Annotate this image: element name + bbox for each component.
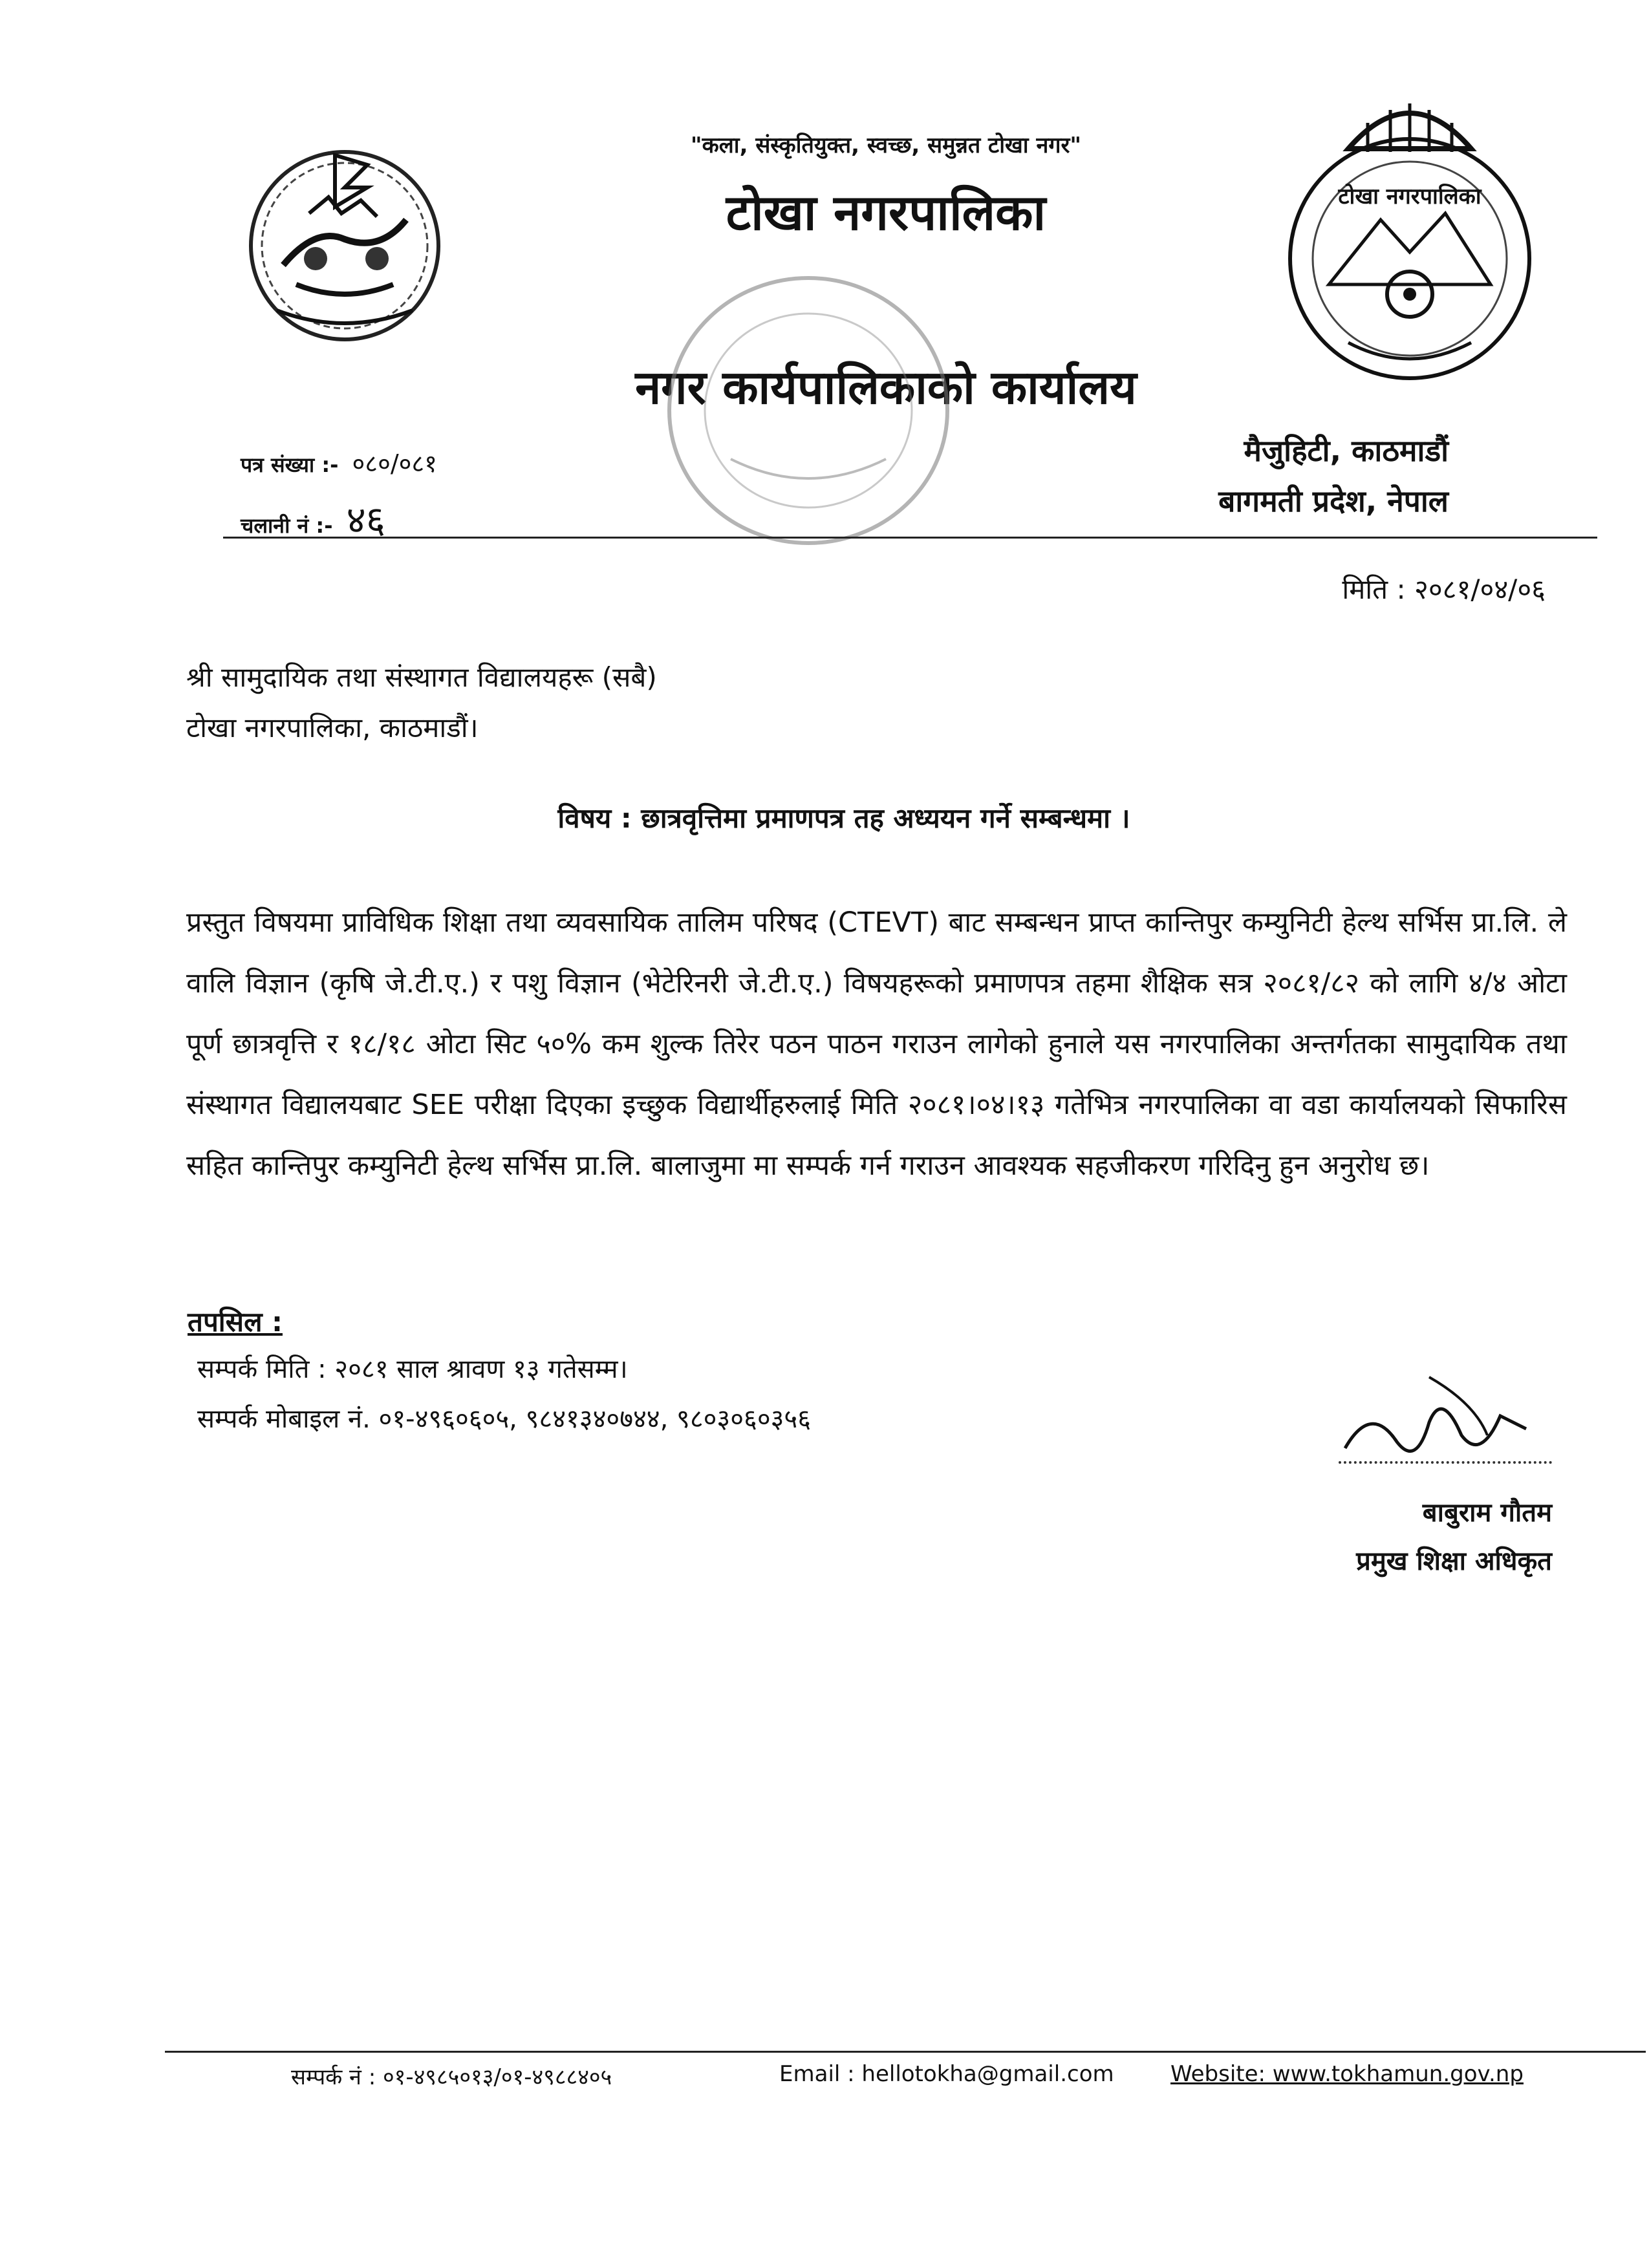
dispatch-number-value: ४६	[346, 498, 385, 542]
footer-divider	[165, 2051, 1646, 2053]
letter-number-label: पत्र संख्या :-	[241, 453, 339, 477]
header-divider	[223, 537, 1597, 539]
annex-line-2: सम्पर्क मोबाइल नं. ०१-४९६०६०५, ९८४१३४०७४४, ९८०३०६०३५६	[197, 1404, 812, 1434]
letter-date: मिति : २०८१/०४/०६	[1342, 573, 1546, 605]
signature-line	[1339, 1461, 1552, 1464]
subject: विषय : छात्रवृत्तिमा प्रमाणपत्र तह अध्ययन गर्ने सम्बन्धमा ।	[557, 802, 1130, 834]
annex-heading: तपसिल :	[188, 1306, 283, 1338]
footer-contact: सम्पर्क नं : ०१-४९८५०१३/०१-४९८८४०५	[291, 2064, 612, 2090]
letter-number-value: ०८०/०८१	[352, 449, 437, 478]
signatory-title: प्रमुख शिक्षा अधिकृत	[1356, 1546, 1552, 1576]
signatory-name: बाबुराम गौतम	[1422, 1498, 1552, 1528]
letter-number	[241, 446, 437, 480]
footer-email: Email : hellotokha@gmail.com	[779, 2061, 1114, 2087]
logo-text: टोखा नगरपालिका	[1338, 184, 1482, 209]
signature	[1332, 1364, 1546, 1474]
recipient-line-2: टोखा नगरपालिका, काठमाडौं।	[186, 712, 479, 744]
office-stamp	[660, 265, 957, 556]
org-name: टोखा नगरपालिका	[726, 184, 1046, 241]
dispatch-number-label: चलानी नं :-	[241, 513, 333, 538]
tagline: "कला, संस्कृतियुक्त, स्वच्छ, समुन्नत टोखा नगर"	[690, 133, 1082, 158]
tokha-municipality-logo	[1271, 71, 1549, 381]
letter-body: प्रस्तुत विषयमा प्राविधिक शिक्षा तथा व्यवसायिक तालिम परिषद (CTEVT) बाट सम्बन्धन प्राप्त कान्तिपुर कम्युनिटी हेल्थ सर्भिस प्रा.लि. ले वालि विज्ञान (कृषि जे.टी.ए.) र पशु विज्ञान (भेटेरिनरी जे.टी.ए.) विषयहरूको प्रमाणपत्र तहमा शैक्षिक सत्र २०८१/८२ को लागि ४/४ ओटा पूर्ण छात्रवृत्ति र १८/१८ ओटा सिट ५०% कम शुल्क तिरेर पठन पाठन गराउन लागेको हुनाले यस नगरपालिका अन्तर्गतका सामुदायिक तथा संस्थागत विद्यालयबाट SEE परीक्षा दिएका इच्छुक विद्यार्थीहरुलाई मिति २०८१।०४।१३ गतेभित्र नगरपालिका वा वडा कार्यालयको सिफारिस सहित कान्तिपुर कम्युनिटी हेल्थ सर्भिस प्रा.लि. बालाजुमा मा सम्पर्क गर्न गराउन आवश्यक सहजीकरण गरिदिनु हुन अनुरोध छ।	[186, 906, 1567, 1182]
nepal-government-emblem	[238, 136, 451, 349]
address-line-1: मैजुहिटी, काठमाडौं	[1244, 433, 1449, 468]
annex-line-1: सम्पर्क मिति : २०८१ साल श्रावण १३ गतेसम्म।	[197, 1354, 628, 1384]
footer-website[interactable]: Website: www.tokhamun.gov.np	[1170, 2061, 1524, 2087]
office-name: नगर कार्यपालिकाको कार्यालय	[635, 360, 1137, 414]
recipient-line-1: श्री सामुदायिक तथा संस्थागत विद्यालयहरू (सबै)	[186, 661, 657, 693]
address-line-2: बागमती प्रदेश, नेपाल	[1218, 484, 1449, 519]
